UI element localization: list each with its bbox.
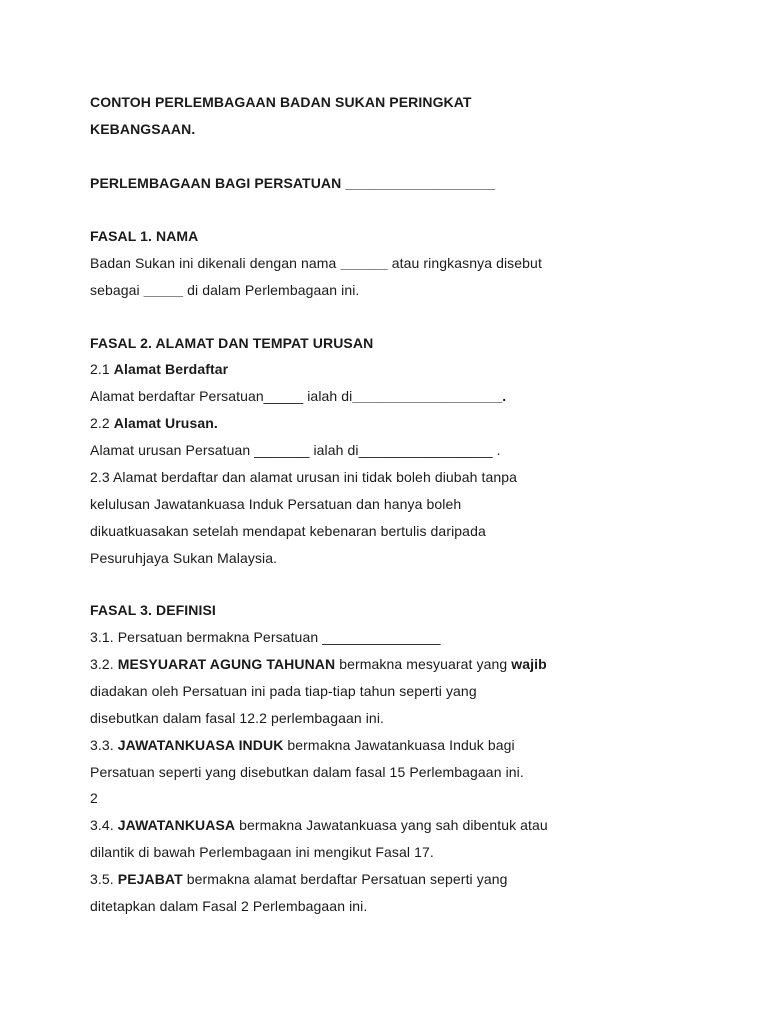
document-subtitle: PERLEMBAGAAN BAGI PERSATUAN ___________________ — [90, 175, 496, 191]
section-2-2-text: Alamat urusan Persatuan _______ ialah di_________________ . — [90, 442, 501, 458]
fasal-1-heading: FASAL 1. NAMA — [90, 228, 199, 244]
section-number: 3.4. — [90, 817, 118, 833]
section-3-2-line-3: disebutkan dalam fasal 12.2 perlembagaan ini. — [90, 710, 385, 726]
document-title-line-1: CONTOH PERLEMBAGAAN BADAN SUKAN PERINGKAT — [90, 94, 472, 110]
defined-term: PEJABAT — [117, 871, 183, 887]
section-2-3-line-1: 2.3 Alamat berdaftar dan alamat urusan ini tidak boleh diubah tanpa — [90, 469, 517, 485]
section-number: 2.2 — [90, 415, 114, 431]
text-run: bermakna alamat berdaftar Persatuan seperti yang — [182, 871, 508, 887]
text-run: Alamat berdaftar Persatuan_____ ialah di — [90, 388, 353, 404]
section-number: 3.3. — [90, 737, 118, 753]
section-number: 3.5. — [90, 871, 118, 887]
text-run: Badan Sukan ini dikenali dengan nama — [90, 255, 341, 271]
section-3-3-line-1 — [90, 736, 515, 754]
emphasis: wajib — [511, 656, 547, 672]
fasal-1-line-1 — [90, 254, 542, 272]
section-2-1-text — [90, 387, 506, 405]
fasal-3-heading: FASAL 3. DEFINISI — [90, 602, 216, 618]
section-title: Alamat Urusan. — [113, 415, 218, 431]
section-3-4-line-2: dilantik di bawah Perlembagaan ini mengikut Fasal 17. — [90, 844, 434, 860]
section-3-1-text: 3.1. Persatuan bermakna Persatuan _______________ — [90, 629, 441, 645]
blank-field: _____ — [143, 282, 184, 298]
text-run: di dalam Perlembagaan ini. — [183, 282, 360, 298]
section-title: Alamat Berdaftar — [113, 361, 229, 377]
section-3-5-line-1 — [90, 870, 508, 888]
section-2-3-line-3: dikuatkuasakan setelah mendapat kebenaran bertulis daripada — [90, 523, 486, 539]
fasal-1-line-2 — [90, 281, 359, 299]
text-run: bermakna mesyuarat yang — [335, 656, 512, 672]
section-3-2-line-2: diadakan oleh Persatuan ini pada tiap-tiap tahun seperti yang — [90, 683, 477, 699]
blank-field: ______ — [340, 255, 388, 271]
blank-field: ___________________. — [352, 388, 507, 404]
section-2-3-line-2: kelulusan Jawatankuasa Induk Persatuan dan hanya boleh — [90, 496, 462, 512]
section-number: 2.1 — [90, 361, 114, 377]
document-title-line-2: KEBANGSAAN. — [90, 121, 196, 137]
section-2-2-heading — [90, 414, 218, 432]
text-run: sebagai — [90, 282, 144, 298]
defined-term: MESYUARAT AGUNG TAHUNAN — [117, 656, 336, 672]
section-3-4-line-1 — [90, 816, 548, 834]
page-number: 2 — [90, 790, 98, 806]
section-3-5-line-2: ditetapkan dalam Fasal 2 Perlembagaan ini. — [90, 898, 368, 914]
defined-term: JAWATANKUASA INDUK — [117, 737, 284, 753]
section-2-1-heading — [90, 360, 228, 378]
section-2-3-line-4: Pesuruhjaya Sukan Malaysia. — [90, 550, 278, 566]
fasal-2-heading: FASAL 2. ALAMAT DAN TEMPAT URUSAN — [90, 335, 374, 351]
section-3-3-line-2: Persatuan seperti yang disebutkan dalam fasal 15 Perlembagaan ini. — [90, 764, 524, 780]
text-run: bermakna Jawatankuasa yang sah dibentuk atau — [235, 817, 548, 833]
defined-term: JAWATANKUASA — [117, 817, 236, 833]
section-3-2-line-1 — [90, 655, 547, 673]
text-run: atau ringkasnya disebut — [387, 255, 542, 271]
section-number: 3.2. — [90, 656, 118, 672]
text-run: bermakna Jawatankuasa Induk bagi — [283, 737, 515, 753]
